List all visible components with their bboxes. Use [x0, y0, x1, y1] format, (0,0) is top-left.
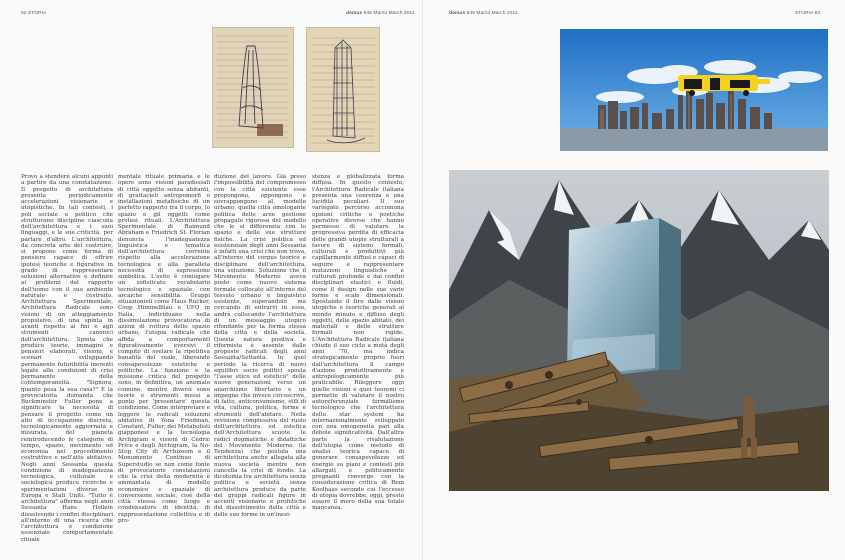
page-fold [422, 0, 423, 560]
right-magazine-name: domus [449, 11, 466, 16]
column-2-text: mentale rituale primaria e le opere sono visioni paradossali di città oggetto senza abitanti, di grattacieli antropomorfi o installazioni metafisiche di un perfetto rapporto tra il corpo, lo spazio e gli oggetti come protesi rituali. L'Architettura Sperimentale di Raimund Abraham e Friedrich St. Florian denuncia l'inadeguatezza linguistica e tematica dell'architettura corrente rispetto alla accelerazione tecnologica e alla parallela necessità di espressione simbolica. L'esito è coniugare un sofisticato vocabolario tecnologico e spaziale con arcaiche sensibilità. Gruppi situazionisti come Haus Rucker, Coop Himmelblau e UFO in Italia, individuano nella dissimulazione provocatoria di azioni di rottura dello spazio urbano, l'utopia radicale che affida a comportamenti figurativamente eversivi il compito di svelare la ripetitiva banalità del reale, liberando consapevolezze estetiche e politiche. La funzione e la missione critica del progetto sono, in definitiva, un anomalo comune, mentre diversi sono teorie e strumenti messi a punto per 'presentare' questa condizione. Come interpretare e leggere le radicali soluzioni abitative di Yona Friedman, Constant, Fuller, dei Metabolisti giapponesi e la tecnologia Archigram e visioni di Cedric Price e degli Archigram, la No-Stop City di Archizoom e il Monumento Continuo di Superstudio se non come fonte di provocatorie constatazioni che la crisi della modernità è ammantata di modello economico e spaziale di conversione sociale, cioè della città stessa come luogo e condensatore di identità, di rappresentazione collettiva e di pro- [118, 174, 210, 524]
text-column-3 [214, 174, 306, 518]
skyline-collage [560, 29, 828, 151]
right-section-label: STORIA [795, 11, 814, 16]
text-column-4 [312, 174, 404, 512]
left-page-number: 92 [21, 11, 27, 16]
text-column-1 [21, 174, 113, 543]
sketch-drawing-2 [306, 27, 380, 152]
center-header [346, 11, 415, 16]
right-page-number: 93 [814, 11, 821, 16]
column-3-text: duzione del lavoro. Già preso l'impossibilità del compromesso con la città esistente esse propongono, oppongono e sovrappongono al modello urbano, quella città omologante politica delle aree gestione propagate rigorosa del modello che le si differenzia con lo spazio e delle sue strutture fisiche. La crisi politica ed esistenziale degli anni Sessanta è infatti una crisi che non trova, all'interno del corpus teorico e disciplinare dell'architettura, una soluzione. Soluzione che il Movimento Moderno aveva posto come nuovo sistema formale collocato all'interno del tessuto urbano e linguistico esistente, superandolo ma cercando di entrarvi in esso, andrà collocando l'architettura di un messaggio utopico rifondante per la forma stessa della città e della società. Questa natura positiva e riformista è assente dalle proposte radicali degli anni Sessanta/Settanta. In quel periodo la ricerca di nuovi equilibri socio politici sposta "l'asse etico ed estetico" delle nuove generazioni verso un anarchismo libertario e un impegno che invece circoscrive, di fatto, anticonsumismo, stili di vita, cultura, politica, forme e strumenti dell'abitare. Nella revisione complessiva del ruolo dell'architettura ed estetica dell'Architettura scuote le radici dogmatiche e didattiche del Movimento Moderno (la Tendenza) che postula una architettura anche allegata alla nuova società mentre non cancella la crisi di fondo. La dicotomia tra architettura senza politica e società senza architettura produce da parte dei gruppi radicali figure in accenti visionarie e profetiche del dissolvimento della città e delle sue forme in un'inesi- [214, 174, 306, 518]
column-1-text: Provo a stendere alcuni appunti a partire da una constatazione. Il progetto di architettura presenta periodicamente accelerazioni visionarie e utopistiche. In tali contesti, i poli sociale e politico che strutturano discipline ciascuna dell'architettura e i suoi linguaggi, e le sue criticità, per parlare d'altro. L'architettura, da concreta arte del costruire, si propone come forma di pensiero capace di offrire ipotesi teoriche e figurative in grado di rappresentare soluzioni alternative e definire ai problemi del rapporto dell'uomo con il suo ambiente naturale e costruito. Architettura Sperimentale, Architettura Radicale sono visioni di un atteggiamento propulsivo, di una spinta in avanti rispetto ai fini e agli strumenti canonici dell'architettura. Spinta che produce teorie, immagini e pensieri elaborati, visioni, e scenari sviluppando permanente futuribilità inerenti legate alle condizioni di crisi permanente della contemporaneità. "Signora, quanto pesa la sua casa?" È la provocatoria domanda che Buckminster Fuller pone a significare la necessità di pensare il progetto come un atto di occupazione discreta, tecnologicamente aggiornata e misurata, del pianeta reintroducendo le categorie di tempo, spazio, movimento ed economia nel procedimento costruttivo e nell'atto abitativo. Negli anni Sessanta questa condizione di inadeguatezza tecnologica, culturale e sociologica produce ricerche e sperimentazioni diverse in Europa e Stati Uniti. "Tutto è architettura" afferma negli anni Sessanta Hans Hollein dissolvendo i confini disciplinari all'interno di una ricerca che l'architettura è condizione essenziale comportamentale rituale [21, 174, 113, 543]
right-issue-label: 945 Marzo March 2011 [466, 11, 518, 16]
column-4-text: stenza e globalizzata forma diffusa. In questo contesto, l'Architettura Radicale italiana presenta una coerenza e una lucidità peculiari. Il suo variegato percorso accomuna opzioni critiche e poetiche operative diverse che hanno permesso di valutare la progressiva perdita di efficacia delle grandi utopie strutturali a favore di sistemi formali, culturali e produttivi più capillarmente diffusi e capaci di seguire e rappresentare mutazioni linguistiche e culturali profonde e dai confini disciplinari elastici e fluidi, come il design nelle sue varie forme e scale dimensionali. Spostando il tiro dalle visioni utopiche e teoriche generali al mondo minuto e diffuso degli oggetti, delle spazio abitato, dei materiali e delle strutture formali non rigide. L'Architettura Radicale italiana chiude il suo ciclo a metà degli anni '70, ma indica strategicamente proprio fuori dall'architettura il campo d'azione produttivamente e antropologicamente più praticabile. Rileggere oggi quelle visioni e quei teoremi ci permette di valutare il nostro autoreferenziale formalismo tecnologico che l'architettura dello star system ha internazionalmente sviluppato con una omogeneità pari alla debole significatività. Dall'altra parte la rivalutazione dell'utopia come metodo di analisi teorica capace di generare consapevolezze ed energie su piani e contesti più allargati e politicamente pregnanti converge con la considerazione critica di Rem Koolhaas secondo cui l'eccesso di utopia dovrebbe, oggi, presto essere il mero della sua totale mancanza. [312, 174, 404, 512]
text-column-2 [118, 174, 210, 524]
right-header-issue [449, 11, 518, 16]
center-issue-label: 945 Marzo March 2011 [363, 11, 415, 16]
center-magazine-name: domus [346, 11, 363, 16]
right-header-page [795, 11, 820, 16]
sketch-drawing-1 [212, 27, 294, 148]
left-section-label: STORIA [27, 11, 47, 16]
mountain-collage [449, 170, 829, 491]
left-page-header [21, 11, 46, 16]
